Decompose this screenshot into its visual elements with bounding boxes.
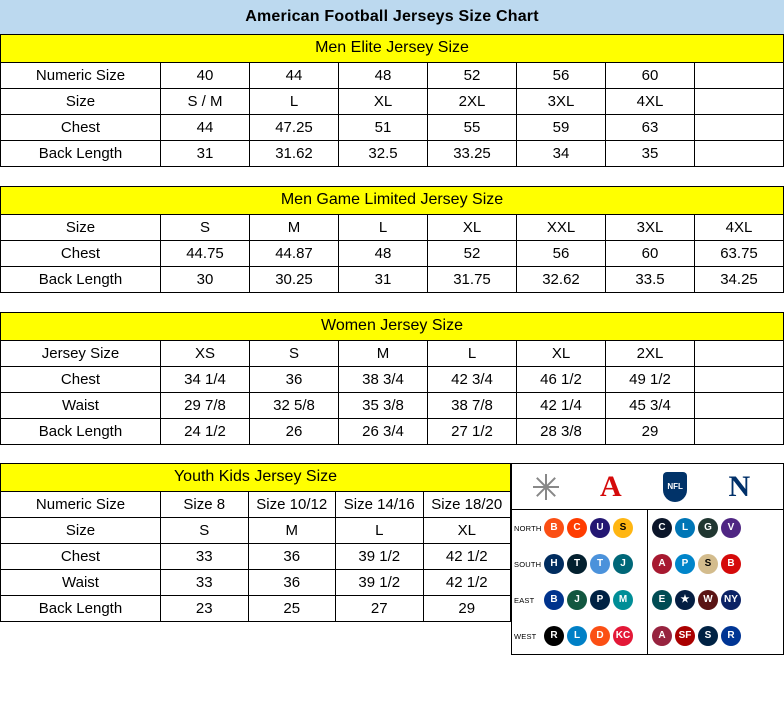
cell: 56: [517, 63, 606, 89]
row-label: Back Length: [1, 267, 161, 293]
row-label: Size: [1, 215, 161, 241]
afc-logo-icon: A: [600, 469, 622, 503]
cell: Size 8: [161, 492, 249, 518]
table-row: [1, 544, 511, 570]
cell: 2XL: [428, 89, 517, 115]
table-row: [1, 267, 784, 293]
cell: 44.87: [250, 241, 339, 267]
cell: 29: [423, 596, 511, 622]
team-logo-pit: S: [613, 518, 633, 538]
cell: 45 3/4: [606, 393, 695, 419]
table-row: [1, 419, 784, 445]
cell: XXL: [517, 215, 606, 241]
row-label: Back Length: [1, 141, 161, 167]
cell: 46 1/2: [517, 367, 606, 393]
table-row: [1, 115, 784, 141]
cell: 39 1/2: [336, 570, 424, 596]
team-logo-lv: R: [544, 626, 564, 646]
cell: 2XL: [606, 341, 695, 367]
cell: 33: [161, 544, 249, 570]
team-logo-gb: G: [698, 518, 718, 538]
cell: 38 7/8: [428, 393, 517, 419]
cell: [695, 141, 784, 167]
division-row-afc-east: [512, 582, 647, 618]
team-logo-phi: E: [652, 590, 672, 610]
cell: 29 7/8: [161, 393, 250, 419]
cell: 56: [517, 241, 606, 267]
row-label: Waist: [1, 393, 161, 419]
cell: 4XL: [606, 89, 695, 115]
division-row-nfc-south: [648, 546, 783, 582]
table-row: [1, 492, 511, 518]
nfl-shield-icon: NFL: [663, 472, 687, 502]
division-label: EAST: [514, 595, 535, 605]
cell: S / M: [161, 89, 250, 115]
team-logo-was: W: [698, 590, 718, 610]
division-row-nfc-west: [648, 618, 783, 654]
cell: 33.25: [428, 141, 517, 167]
section-heading-women: Women Jersey Size: [0, 312, 784, 340]
cell: 42 3/4: [428, 367, 517, 393]
table-row: [1, 63, 784, 89]
cell: 34 1/4: [161, 367, 250, 393]
afc-column: [512, 510, 648, 654]
cell: 33: [161, 570, 249, 596]
cell: 36: [248, 544, 336, 570]
division-row-nfc-east: [648, 582, 783, 618]
division-row-afc-south: [512, 546, 647, 582]
cell: 36: [248, 570, 336, 596]
cell: L: [339, 215, 428, 241]
cell: 52: [428, 241, 517, 267]
cell: 31.62: [250, 141, 339, 167]
team-logo-no: S: [698, 554, 718, 574]
cell: [695, 341, 784, 367]
cell: XL: [517, 341, 606, 367]
cell: 42 1/4: [517, 393, 606, 419]
nfl-team-logos-panel: [511, 463, 784, 655]
row-label: Numeric Size: [1, 63, 161, 89]
team-logo-nyg: NY: [721, 590, 741, 610]
table-row: [1, 596, 511, 622]
division-label: NORTH: [514, 523, 542, 533]
row-label: Chest: [1, 115, 161, 141]
cell: [695, 115, 784, 141]
team-logo-ne: P: [590, 590, 610, 610]
row-label: Back Length: [1, 596, 161, 622]
division-label: WEST: [514, 631, 537, 641]
team-logo-sea: S: [698, 626, 718, 646]
cell: M: [250, 215, 339, 241]
table-row: [1, 241, 784, 267]
cell: 42 1/2: [423, 570, 511, 596]
cell: 34.25: [695, 267, 784, 293]
cell: 4XL: [695, 215, 784, 241]
cell: S: [161, 518, 249, 544]
spacer: [0, 445, 784, 463]
cell: 32 5/8: [250, 393, 339, 419]
conference-columns: [512, 510, 783, 654]
team-logo-min: V: [721, 518, 741, 538]
cell: S: [161, 215, 250, 241]
cell: 36: [250, 367, 339, 393]
table-row: [1, 367, 784, 393]
team-logo-bal: U: [590, 518, 610, 538]
cell: Size 14/16: [336, 492, 424, 518]
cell: 32.62: [517, 267, 606, 293]
section-men-game-limited: [0, 186, 784, 293]
row-label: Waist: [1, 570, 161, 596]
row-label: Chest: [1, 241, 161, 267]
team-logo-tb: B: [721, 554, 741, 574]
cell: M: [339, 341, 428, 367]
team-logo-kc: KC: [613, 626, 633, 646]
cell: 27: [336, 596, 424, 622]
cell: 30: [161, 267, 250, 293]
team-logo-lac: L: [567, 626, 587, 646]
division-row-afc-north: [512, 510, 647, 546]
team-logo-sf: SF: [675, 626, 695, 646]
cell: 31.75: [428, 267, 517, 293]
cell: 27 1/2: [428, 419, 517, 445]
cell: 29: [606, 419, 695, 445]
row-label: Numeric Size: [1, 492, 161, 518]
cell: 63.75: [695, 241, 784, 267]
cell: 26: [250, 419, 339, 445]
team-logo-mia: M: [613, 590, 633, 610]
team-logo-nyj: J: [567, 590, 587, 610]
team-logo-dal: ★: [675, 590, 695, 610]
logos-header: [512, 464, 783, 510]
team-logo-lar: R: [721, 626, 741, 646]
team-logo-cin: B: [544, 518, 564, 538]
team-logo-ari: A: [652, 626, 672, 646]
cell: 34: [517, 141, 606, 167]
cell: 39 1/2: [336, 544, 424, 570]
table-row: [1, 518, 511, 544]
starburst-icon: [533, 474, 559, 500]
cell: 25: [248, 596, 336, 622]
section-women: [0, 312, 784, 445]
team-logo-det: L: [675, 518, 695, 538]
cell: 60: [606, 241, 695, 267]
cell: 44: [161, 115, 250, 141]
spacer: [0, 293, 784, 312]
section-heading-men-game-limited: Men Game Limited Jersey Size: [0, 186, 784, 214]
cell: M: [248, 518, 336, 544]
cell: 3XL: [517, 89, 606, 115]
section-men-elite: [0, 34, 784, 167]
cell: 33.5: [606, 267, 695, 293]
table-men-game-limited: [0, 214, 784, 293]
cell: 44.75: [161, 241, 250, 267]
row-label: Size: [1, 518, 161, 544]
cell: 51: [339, 115, 428, 141]
cell: 26 3/4: [339, 419, 428, 445]
team-logo-car: P: [675, 554, 695, 574]
cell: L: [336, 518, 424, 544]
table-row: [1, 570, 511, 596]
table-row: [1, 141, 784, 167]
cell: 31: [161, 141, 250, 167]
table-row: [1, 393, 784, 419]
team-logo-atl: A: [652, 554, 672, 574]
cell: 30.25: [250, 267, 339, 293]
cell: 23: [161, 596, 249, 622]
table-row: [1, 215, 784, 241]
team-logo-jax: J: [613, 554, 633, 574]
cell: [695, 89, 784, 115]
spacer: [0, 167, 784, 186]
cell: 40: [161, 63, 250, 89]
row-label: Jersey Size: [1, 341, 161, 367]
cell: 48: [339, 241, 428, 267]
cell: 47.25: [250, 115, 339, 141]
cell: [695, 63, 784, 89]
team-logo-cle: C: [567, 518, 587, 538]
table-row: [1, 89, 784, 115]
page-title: American Football Jerseys Size Chart: [0, 0, 784, 34]
team-logo-ten: T: [590, 554, 610, 574]
cell: [695, 419, 784, 445]
cell: 3XL: [606, 215, 695, 241]
table-youth: [0, 491, 511, 622]
division-row-afc-west: [512, 618, 647, 654]
cell: [695, 393, 784, 419]
cell: 44: [250, 63, 339, 89]
cell: 60: [606, 63, 695, 89]
cell: XL: [423, 518, 511, 544]
cell: L: [428, 341, 517, 367]
cell: 35 3/8: [339, 393, 428, 419]
cell: XS: [161, 341, 250, 367]
row-label: Back Length: [1, 419, 161, 445]
cell: 24 1/2: [161, 419, 250, 445]
team-logo-ind: H: [544, 554, 564, 574]
nfc-column: [648, 510, 783, 654]
section-youth-and-logos: [0, 463, 784, 655]
section-youth: [0, 463, 511, 622]
cell: XL: [339, 89, 428, 115]
cell: 49 1/2: [606, 367, 695, 393]
team-logo-chi: C: [652, 518, 672, 538]
cell: Size 18/20: [423, 492, 511, 518]
cell: Size 10/12: [248, 492, 336, 518]
table-row: [1, 341, 784, 367]
section-heading-youth: Youth Kids Jersey Size: [0, 463, 511, 491]
cell: 42 1/2: [423, 544, 511, 570]
division-row-nfc-north: [648, 510, 783, 546]
cell: 63: [606, 115, 695, 141]
cell: 28 3/8: [517, 419, 606, 445]
section-heading-men-elite: Men Elite Jersey Size: [0, 34, 784, 62]
cell: 59: [517, 115, 606, 141]
cell: 31: [339, 267, 428, 293]
team-logo-buf: B: [544, 590, 564, 610]
cell: 38 3/4: [339, 367, 428, 393]
division-label: SOUTH: [514, 559, 542, 569]
cell: 35: [606, 141, 695, 167]
team-logo-den: D: [590, 626, 610, 646]
cell: S: [250, 341, 339, 367]
cell: 48: [339, 63, 428, 89]
row-label: Chest: [1, 544, 161, 570]
cell: 52: [428, 63, 517, 89]
cell: L: [250, 89, 339, 115]
cell: 55: [428, 115, 517, 141]
table-men-elite: [0, 62, 784, 167]
cell: [695, 367, 784, 393]
team-logo-hou: T: [567, 554, 587, 574]
row-label: Size: [1, 89, 161, 115]
row-label: Chest: [1, 367, 161, 393]
table-women: [0, 340, 784, 445]
cell: 32.5: [339, 141, 428, 167]
nfc-logo-icon: N: [728, 469, 751, 503]
cell: XL: [428, 215, 517, 241]
